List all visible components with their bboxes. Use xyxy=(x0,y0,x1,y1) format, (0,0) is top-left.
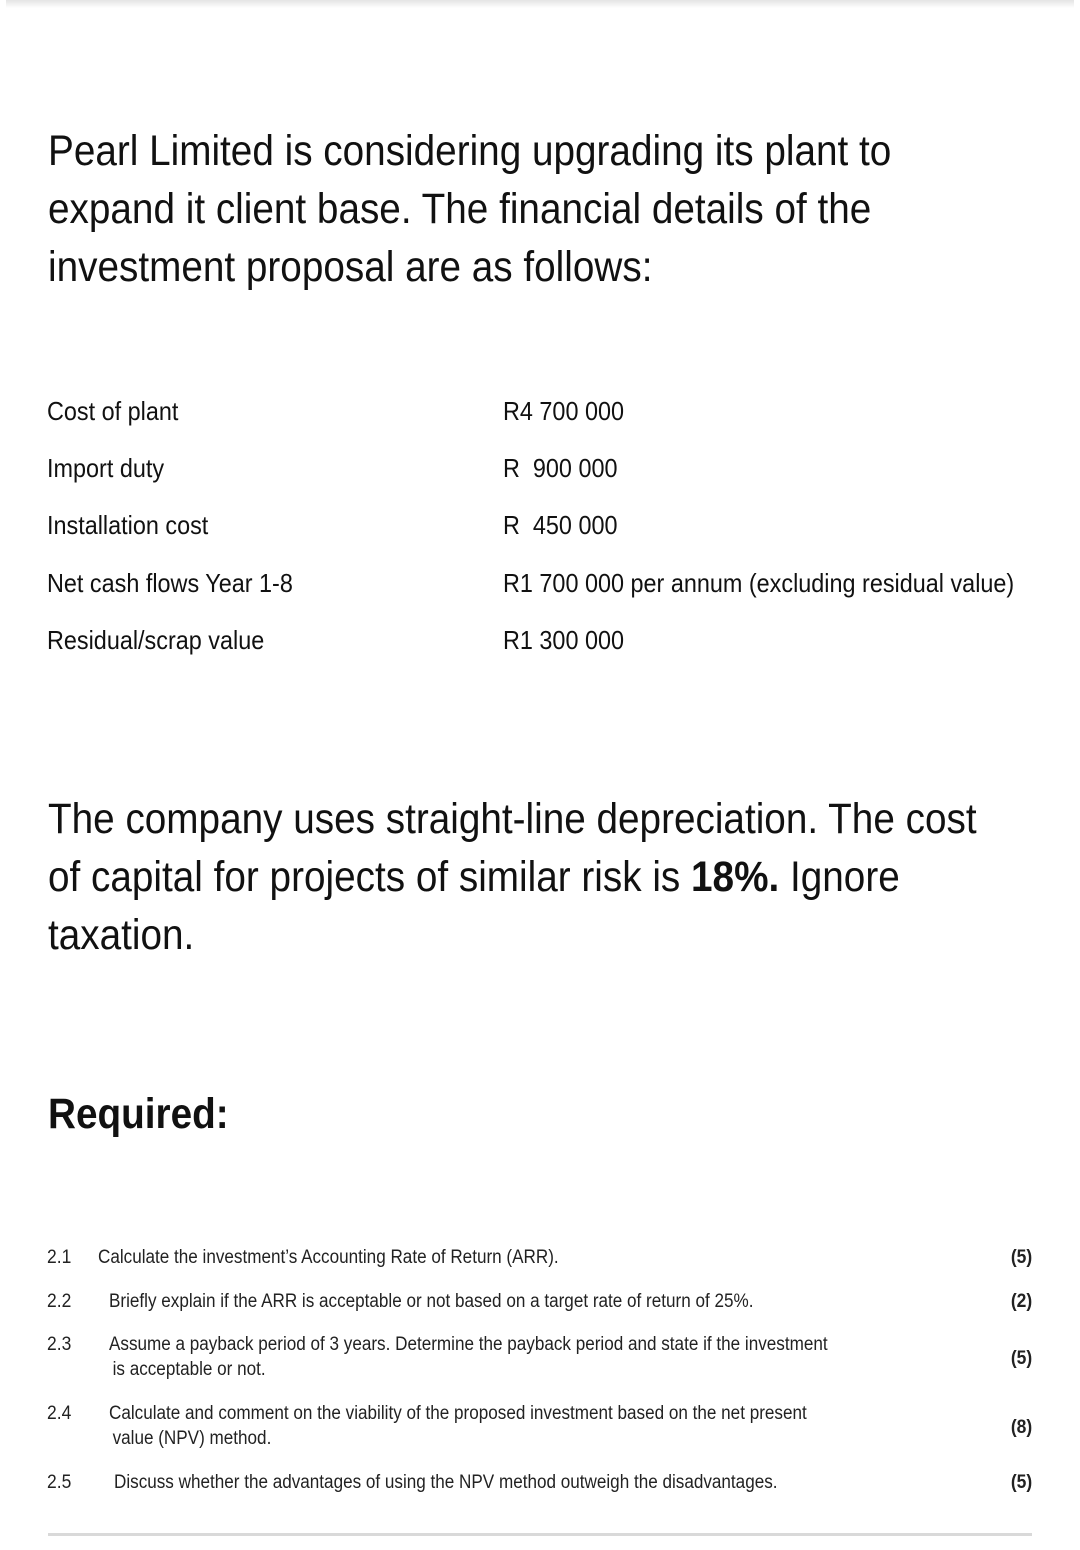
financial-details-list xyxy=(47,389,1047,675)
policy-paragraph xyxy=(48,790,1002,964)
question-marks: (5) xyxy=(1010,1348,1032,1369)
cost-of-capital-rate: 18%. xyxy=(691,853,780,901)
question-text xyxy=(114,1470,778,1495)
detail-value: R4 700 000 xyxy=(503,396,625,426)
policy-text-part2: Ignore taxation. xyxy=(48,853,900,959)
question-marks: (5) xyxy=(1010,1247,1032,1268)
question-line: Calculate the investment’s Accounting Rate of Return (ARR). xyxy=(98,1247,559,1268)
detail-label: Residual/scrap value xyxy=(47,624,265,655)
required-heading: Required: xyxy=(48,1090,229,1138)
detail-value: R 900 000 xyxy=(503,453,618,484)
top-edge-shadow xyxy=(6,0,1074,8)
policy-text-part1: The company uses straight-line depreciation. The cost of capital for projects of similar risk is xyxy=(48,795,977,901)
detail-row-net-cash-flows xyxy=(47,561,1047,618)
detail-label: Import duty xyxy=(47,453,165,484)
question-number: 2.5 xyxy=(47,1472,72,1493)
question-marks: (2) xyxy=(1010,1291,1032,1312)
question-number: 2.3 xyxy=(47,1334,72,1355)
question-marks: (8) xyxy=(1010,1417,1032,1438)
question-number: 2.1 xyxy=(47,1247,72,1268)
detail-value: R1 300 000 xyxy=(503,624,625,655)
question-line: Assume a payback period of 3 years. Determine the payback period and state if the investment xyxy=(109,1334,828,1355)
question-number: 2.2 xyxy=(47,1291,72,1312)
detail-label: Installation cost xyxy=(47,510,209,541)
detail-label: Net cash flows Year 1-8 xyxy=(47,567,293,598)
question-line: Discuss whether the advantages of using the NPV method outweigh the disadvantages. xyxy=(114,1472,778,1493)
detail-label: Cost of plant xyxy=(47,396,179,426)
bottom-divider xyxy=(48,1533,1032,1536)
question-text xyxy=(109,1289,753,1314)
detail-value: R 450 000 xyxy=(503,510,618,541)
question-number: 2.4 xyxy=(47,1403,72,1424)
detail-row-installation-cost xyxy=(47,503,1047,560)
question-line: value (NPV) method. xyxy=(112,1428,272,1449)
detail-row-cost-of-plant xyxy=(47,389,1047,446)
detail-row-residual-value xyxy=(47,618,1047,675)
question-marks: (5) xyxy=(1010,1472,1032,1493)
intro-paragraph: Pearl Limited is considering upgrading its plant to expand it client base. The financial details of the investment proposal are as follows: xyxy=(48,127,892,291)
question-line: Briefly explain if the ARR is acceptable or not based on a target rate of return of 25%. xyxy=(109,1291,754,1312)
question-text xyxy=(109,1401,807,1451)
question-text xyxy=(109,1332,828,1382)
detail-value: R1 700 000 per annum (excluding residual value) xyxy=(503,567,1015,598)
question-text xyxy=(98,1245,559,1270)
question-line: is acceptable or not. xyxy=(112,1359,266,1380)
question-line: Calculate and comment on the viability of the proposed investment based on the net present xyxy=(109,1403,807,1424)
detail-row-import-duty xyxy=(47,446,1047,503)
